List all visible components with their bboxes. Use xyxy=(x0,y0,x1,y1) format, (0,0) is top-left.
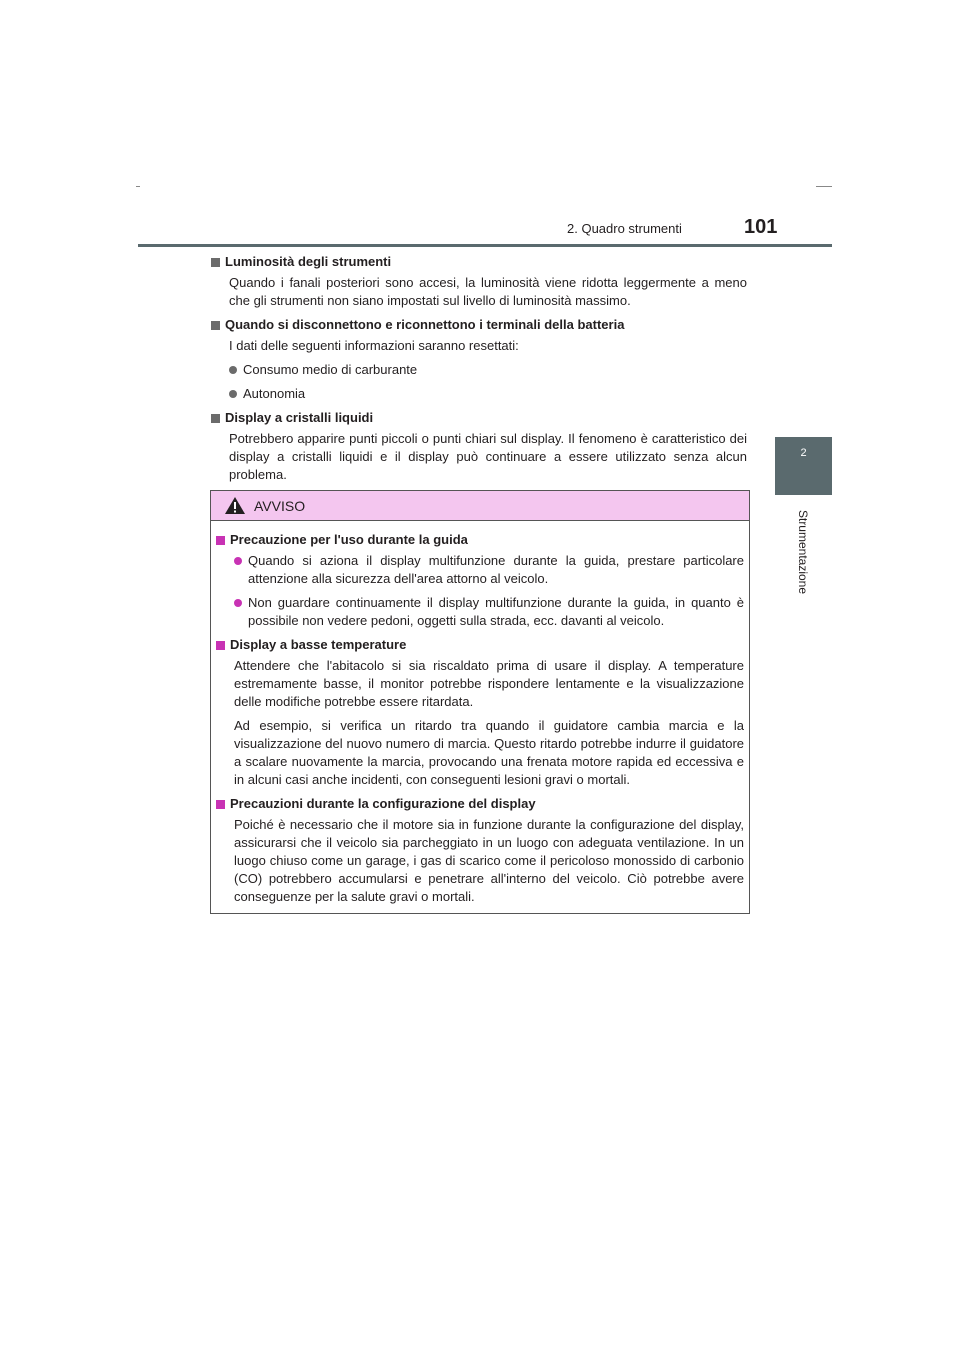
square-bullet-icon xyxy=(211,414,220,423)
section-paragraph: Quando i fanali posteriori sono accesi, la luminosità viene ridotta leggermente a meno che gli strumenti non siano impostati sul livello di luminosità massimo. xyxy=(229,275,747,308)
warning-list-item xyxy=(234,594,744,630)
section-heading-text: Display a cristalli liquidi xyxy=(225,410,374,425)
square-bullet-icon xyxy=(211,258,220,267)
chapter-tab-label-text: Strumentazione xyxy=(796,509,810,595)
page-number: 101 xyxy=(744,216,778,238)
warning-heading-text: Precauzioni durante la configurazione del display xyxy=(230,796,536,811)
warning-triangle-icon xyxy=(224,496,246,515)
chapter-tab-number: 2 xyxy=(800,447,807,459)
warning-heading xyxy=(216,795,744,813)
round-bullet-icon xyxy=(229,366,237,374)
round-bullet-icon xyxy=(234,557,242,565)
chapter-tab-label xyxy=(760,506,846,598)
warning-heading xyxy=(216,531,744,549)
crop-mark-right xyxy=(816,186,832,187)
running-header-section: 2. Quadro strumenti xyxy=(567,221,682,236)
main-content xyxy=(211,253,747,484)
section-paragraph: Potrebbero apparire punti piccoli o punti chiari sul display. Il fenomeno è caratteristico dei display a cristalli liquidi e il display può continuare a essere utilizzato senza alcun problema. xyxy=(229,431,747,482)
header-rule xyxy=(138,244,832,247)
list-item xyxy=(229,361,747,379)
warning-header xyxy=(211,491,749,521)
round-bullet-icon xyxy=(229,390,237,398)
chapter-tab xyxy=(775,437,832,495)
warning-title: AVVISO xyxy=(254,497,306,514)
crop-mark-left xyxy=(136,186,140,187)
square-bullet-icon xyxy=(216,641,225,650)
warning-body xyxy=(216,531,744,906)
section-heading xyxy=(211,253,747,271)
warning-box xyxy=(210,490,750,914)
list-item-text: Consumo medio di carburante xyxy=(243,362,418,377)
warning-heading-text: Display a basse temperature xyxy=(230,637,407,652)
warning-list-item-text: Non guardare continuamente il display multifunzione durante la guida, in quanto è possibile non vedere pedoni, oggetti sulla strada, ecc. davanti al veicolo. xyxy=(248,595,744,628)
warning-paragraph: Ad esempio, si verifica un ritardo tra quando il guidatore cambia marcia e la visualizzazione del nuovo numero di marcia. Questo ritardo potrebbe indurre il guidatore a scalare nuovamente la marcia, provocando una frenata motore rapida ed eccessiva e in alcuni casi anche incidenti, con conseguenti lesioni gravi o mortali. xyxy=(234,718,744,787)
warning-list-item-text: Quando si aziona il display multifunzione durante la guida, prestare particolare attenzione alla sicurezza dell'area attorno al veicolo. xyxy=(248,553,744,586)
warning-heading xyxy=(216,636,744,654)
section-heading-text: Quando si disconnettono e riconnettono i terminali della batteria xyxy=(225,317,625,332)
square-bullet-icon xyxy=(211,321,220,330)
square-bullet-icon xyxy=(216,536,225,545)
section-heading xyxy=(211,409,747,427)
list-item xyxy=(229,385,747,403)
section-paragraph: I dati delle seguenti informazioni saranno resettati: xyxy=(229,338,519,353)
list-item-text: Autonomia xyxy=(243,386,306,401)
warning-heading-text: Precauzione per l'uso durante la guida xyxy=(230,532,468,547)
warning-list-item xyxy=(234,552,744,588)
round-bullet-icon xyxy=(234,599,242,607)
section-heading xyxy=(211,316,747,334)
section-heading-text: Luminosità degli strumenti xyxy=(225,254,392,269)
warning-paragraph: Poiché è necessario che il motore sia in funzione durante la configurazione del display, assicurarsi che il veicolo sia parcheggiato in un luogo con adeguata ventilazione. In un luogo chiuso come un garage, i gas di scarico come il pericoloso monossido di carbonio (CO) potrebbero accumularsi e penetrare all'interno del veicolo. Ciò potrebbe avere conseguenze per la salute gravi o mortali. xyxy=(234,817,744,904)
square-bullet-icon xyxy=(216,800,225,809)
warning-paragraph: Attendere che l'abitacolo si sia riscaldato prima di usare il display. A temperature estremamente basse, il monitor potrebbe rispondere lentamente e la visualizzazione delle modifiche potrebbe essere ritardata. xyxy=(234,658,744,709)
